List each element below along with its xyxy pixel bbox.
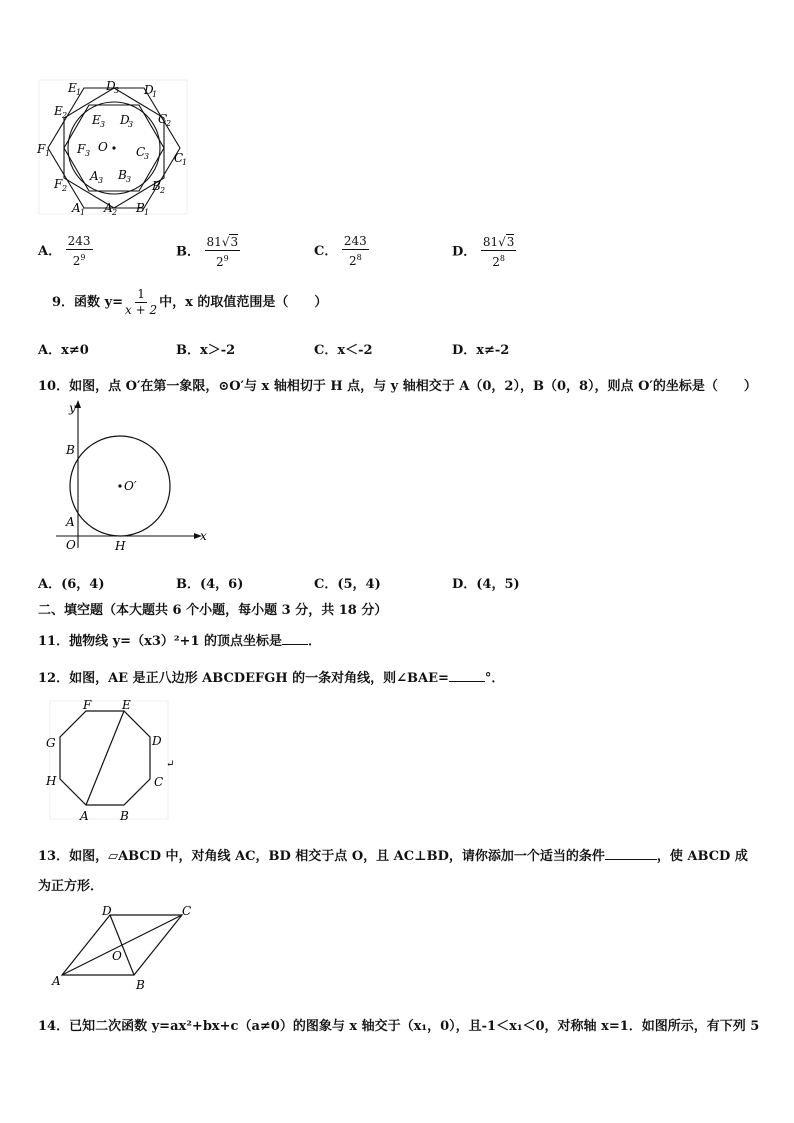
- svg-text:3: 3: [126, 175, 132, 184]
- label-h: H: [46, 774, 57, 788]
- return-mark: ↵: [166, 759, 175, 770]
- rhombus-figure: [46, 903, 206, 993]
- label-f1: F: [37, 142, 46, 156]
- q8-option-a[interactable]: A． $\frac{243}{2^9}$: [38, 234, 91, 268]
- label-e: E: [122, 698, 131, 712]
- label-o: O: [112, 949, 122, 963]
- label-c3: C: [136, 145, 146, 159]
- svg-text:2: 2: [160, 186, 166, 195]
- label-f2: F: [54, 177, 63, 191]
- q9-option-a[interactable]: A．x≠0: [38, 343, 89, 358]
- label-c: C: [154, 775, 164, 789]
- octagon-figure: [40, 697, 180, 823]
- q12-answer-blank[interactable]: [449, 681, 485, 682]
- q10-option-b[interactable]: B．(4，6): [176, 577, 244, 592]
- label-d3-top: D: [106, 79, 116, 93]
- svg-text:3: 3: [114, 86, 120, 95]
- label-b: B: [136, 978, 145, 992]
- svg-text:1: 1: [152, 90, 158, 99]
- label-d1: D: [144, 83, 154, 97]
- svg-text:1: 1: [80, 208, 86, 217]
- svg-text:2: 2: [62, 184, 68, 193]
- label-e2: E: [54, 104, 63, 118]
- question-12: 12．如图，AE 是正八边形 ABCDEFGH 的一条对角线，则∠BAE= °．: [38, 671, 505, 686]
- q9-option-c[interactable]: C．x＜-2: [314, 343, 373, 358]
- label-f: F: [83, 698, 92, 712]
- label-b3: B: [118, 168, 127, 182]
- label-b2: B: [152, 179, 161, 193]
- q13-answer-blank[interactable]: [605, 859, 657, 860]
- q10-option-d[interactable]: D．(4，5): [452, 577, 520, 592]
- label-y-axis: y: [69, 401, 76, 415]
- q8-option-c[interactable]: C． $\frac{243}{2^8}$: [314, 234, 367, 268]
- label-a1: A: [72, 201, 81, 215]
- label-b: B: [66, 443, 75, 457]
- label-f3: F: [77, 142, 86, 156]
- question-14: 14．已知二次函数 y=ax²+bx+c（a≠0）的图象与 x 轴交于（x₁，0），且-1＜x₁＜0，对称轴 x=1．如图所示，有下列 5: [38, 1019, 760, 1034]
- svg-text:3: 3: [85, 149, 91, 158]
- label-x-axis: x: [200, 529, 207, 543]
- svg-text:1: 1: [144, 208, 150, 217]
- question-13-line-2: 为正方形．: [38, 879, 104, 894]
- label-origin: O: [66, 538, 76, 552]
- label-c: C: [182, 904, 192, 918]
- q11-answer-blank[interactable]: [282, 644, 308, 645]
- label-a: A: [52, 974, 61, 988]
- nested-hexagons-figure: [34, 78, 194, 218]
- label-d: D: [102, 904, 112, 918]
- label-a: A: [66, 515, 75, 529]
- label-b: B: [120, 809, 129, 823]
- label-h: H: [115, 539, 126, 553]
- label-o: O: [98, 140, 108, 154]
- label-c1: C: [174, 151, 184, 165]
- question-11: 11．抛物线 y=（x3）²+1 的顶点坐标是 ．: [38, 634, 322, 649]
- svg-text:3: 3: [98, 176, 104, 185]
- svg-text:1: 1: [76, 88, 82, 97]
- circle-axes-figure: [52, 398, 212, 558]
- label-d: D: [152, 734, 162, 748]
- svg-text:2: 2: [112, 208, 118, 217]
- label-o-prime: O′: [124, 479, 137, 493]
- q9-option-b[interactable]: B．x＞-2: [176, 343, 236, 358]
- q9-option-d[interactable]: D．x≠-2: [452, 343, 510, 358]
- question-10: 10．如图，点 O′在第一象限，⊙O′与 x 轴相切于 H 点，与 y 轴相交于 A（0，2），B（0，8），则点 O′的坐标是（ ）: [38, 379, 757, 394]
- svg-text:3: 3: [100, 120, 106, 129]
- svg-text:2: 2: [166, 119, 172, 128]
- label-c2: C: [158, 112, 168, 126]
- question-9: 9．函数 y= $\frac{1}{x + 2}$ 中，x 的取值范围是（ ）: [52, 287, 328, 317]
- question-13: 13．如图，▱ABCD 中，对角线 AC，BD 相交于点 O，且 AC⊥BD，请你添加一个适当的条件 ，使 ABCD 成: [38, 849, 748, 864]
- label-a: A: [80, 809, 89, 823]
- label-e3: E: [92, 113, 101, 127]
- svg-text:1: 1: [182, 158, 188, 167]
- q8-option-d[interactable]: D． $\frac{81√3}{2^8}$: [452, 235, 515, 269]
- q8-option-b[interactable]: B． $\frac{81√3}{2^9}$: [176, 235, 239, 269]
- label-e1: E: [68, 81, 77, 95]
- label-a2: A: [104, 201, 113, 215]
- svg-text:2: 2: [62, 111, 68, 120]
- section-2-heading: 二、填空题（本大题共 6 个小题，每小题 3 分，共 18 分）: [38, 603, 388, 618]
- label-g: G: [46, 736, 56, 750]
- q10-option-a[interactable]: A．(6，4): [38, 577, 105, 592]
- label-b1: B: [136, 201, 145, 215]
- label-a3: A: [90, 169, 99, 183]
- svg-text:3: 3: [128, 120, 134, 129]
- label-d3: D: [120, 113, 130, 127]
- q10-option-c[interactable]: C．(5，4): [314, 577, 381, 592]
- svg-text:3: 3: [144, 152, 150, 161]
- svg-text:1: 1: [45, 149, 51, 158]
